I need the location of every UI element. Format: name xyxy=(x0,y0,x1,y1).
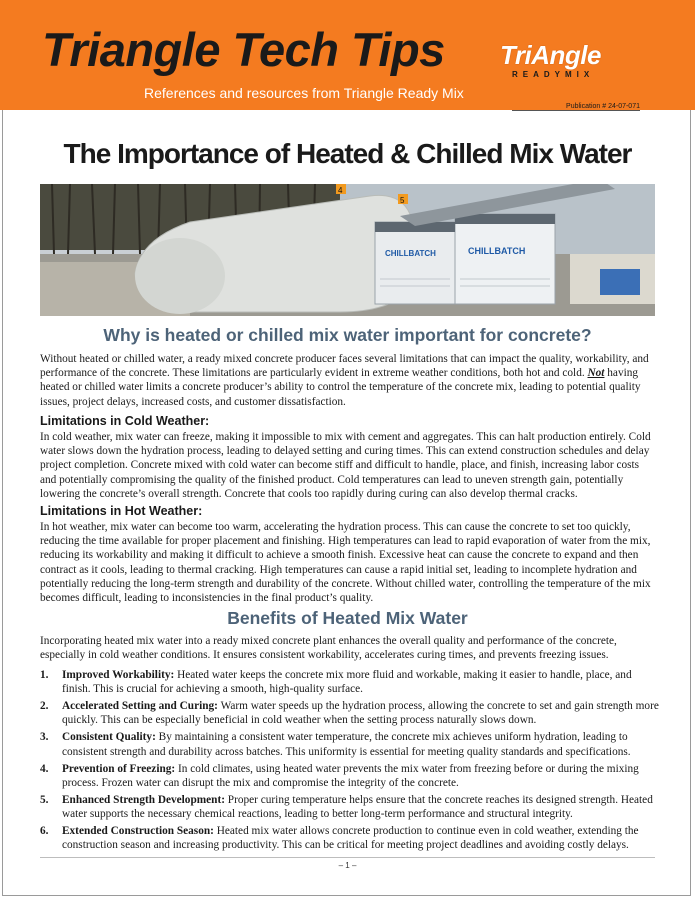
list-term: Improved Workability: xyxy=(62,669,175,681)
list-text: In cold climates, using heated water prevents the mix water from freezing before or during the mixing process. Frozen water can disrupt the mix and compromise the integrity of the concrete. xyxy=(62,762,639,789)
list-number: 3. xyxy=(40,731,49,744)
list-text: Heated mix water allows concrete production to continue even in cold weather, extending the construction season and increasing productivity. This can be critical for meeting project deadlines and avoiding costly delays. xyxy=(62,825,639,852)
section2-intro: Incorporating heated mix water into a ready mixed concrete plant enhances the overall quality and performance of the concrete, especially in cold weather conditions. It ensures consistent workability, accelerates curing times, and prevents freezing issues. xyxy=(40,635,617,662)
list-term: Accelerated Setting and Curing: xyxy=(62,700,218,713)
photo-marker-2: 5 xyxy=(400,196,405,205)
document-title: The Importance of Heated & Chilled Mix Water xyxy=(63,138,632,169)
list-item xyxy=(40,793,660,821)
chiller-label-1: CHILLBATCH xyxy=(385,249,436,258)
list-term: Enhanced Strength Development: xyxy=(62,793,225,806)
section1-heading: Why is heated or chilled mix water important for concrete? xyxy=(103,325,592,345)
footer-rule xyxy=(40,857,655,858)
list-number: 1. xyxy=(40,669,49,681)
list-number: 5. xyxy=(40,793,49,806)
page-number: – 1 – xyxy=(338,861,357,870)
photo-marker-1: 4 xyxy=(338,186,343,195)
list-item xyxy=(40,668,660,696)
publication-rule xyxy=(512,110,640,111)
list-number: 4. xyxy=(40,762,49,775)
triangle-logo xyxy=(500,40,650,84)
logo-wordmark: TriAngle xyxy=(500,40,601,70)
list-number: 2. xyxy=(40,700,49,713)
chiller-photo xyxy=(40,184,655,316)
list-item xyxy=(40,730,660,758)
list-text: By maintaining a consistent water temperature, the concrete mix achieves uniform hydration, leading to consistent strength and durability across batches. This uniformity is essential for meeting quality standards and specifications. xyxy=(62,731,631,758)
chiller-label-2: CHILLBATCH xyxy=(468,246,526,256)
list-term: Prevention of Freezing: xyxy=(62,762,176,775)
list-item xyxy=(40,762,660,790)
list-term: Consistent Quality: xyxy=(62,731,156,744)
header-subtitle: References and resources from Triangle Ready Mix xyxy=(144,85,464,101)
intro-not-emphasis: Not xyxy=(587,367,605,380)
header-title: Triangle Tech Tips xyxy=(42,23,445,76)
section2-heading: Benefits of Heated Mix Water xyxy=(227,608,468,628)
publication-number: Publication # 24-07-071 xyxy=(566,103,640,110)
list-text: Warm water speeds up the hydration process, allowing the concrete to set and gain strength more quickly. This can be especially beneficial in cold weather when the setting process naturally slows down. xyxy=(62,700,659,727)
list-item xyxy=(40,699,660,727)
hot-weather-text: In hot weather, mix water can become too warm, accelerating the hydration process. This can cause the concrete to set too quickly, reducing the time available for proper placement and finishing. High temperatures can lead to rapid evaporation of water from the mix, reducing its workability and making it difficult to achieve a smooth finish. Excessive heat can cause the concrete to expand and then contract as it cools, leading to thermal cracking. High temperatures can cause a rapid initial set, leading to incomplete hydration and potentially reducing the long-term strength and durability of the concrete. Without chilled water, controlling the temperature of the mix becomes difficult, leading to inconsistencies in the final product’s quality. xyxy=(40,521,651,605)
list-text: Proper curing temperature helps ensure that the concrete reaches its designed strength. Heated water supports the necessary chemical reactions, leading to better long-term performance and structural integrity. xyxy=(62,793,653,821)
list-item xyxy=(40,824,660,852)
benefits-list xyxy=(40,668,660,855)
header-banner xyxy=(0,0,695,110)
list-number: 6. xyxy=(40,825,49,838)
list-term: Extended Construction Season: xyxy=(62,825,214,838)
hot-weather-heading: Limitations in Hot Weather: xyxy=(40,504,203,518)
intro-text-b: having heated or chilled water limits a concrete producer’s ability to control the temperature of the concrete mix, leading to potential quality issues, project delays, increased costs, and customer dissatisfaction. xyxy=(40,367,641,408)
list-text: Heated water keeps the concrete mix more fluid and workable, making it easier to handle, place, and finish. This is crucial for achieving a smooth, high-quality surface. xyxy=(62,669,632,696)
intro-text-a: Without heated or chilled water, a ready mixed concrete producer faces several limitations that can impact the quality, workability, and performance of the concrete. These limitations are particularly evident in extreme weather conditions, both hot and cold. xyxy=(40,353,649,380)
logo-readymix: READYMIX xyxy=(512,70,595,79)
cold-weather-heading: Limitations in Cold Weather: xyxy=(40,414,210,428)
section1-intro xyxy=(40,352,655,409)
cold-weather-text: In cold weather, mix water can freeze, making it impossible to mix with cement and aggregates. This can halt production entirely. Cold water slows down the hydration process, leading to delayed setting and curing times. This can extend construction schedules and delay project completion. Concrete mixed with cold water can become stiff and difficult to handle, place, and finish, increasing labor costs and potentially compromising the quality of the finished product. Cold temperatures can lead to uneven strength gain, potentially lowering the concrete’s overall strength. Concrete that cools too rapidly during curing can also develop thermal cracks. xyxy=(40,431,651,500)
